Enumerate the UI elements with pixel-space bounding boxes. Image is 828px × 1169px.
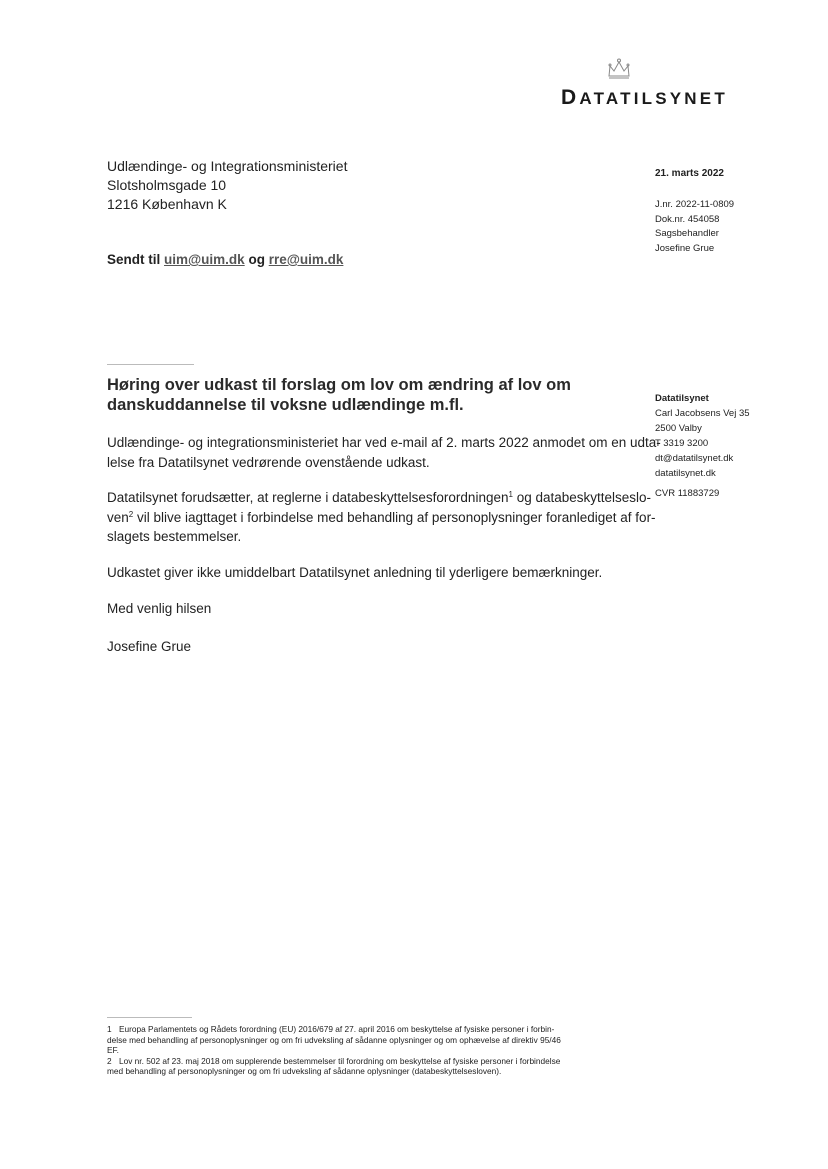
email-link-uim[interactable]: uim@uim.dk bbox=[164, 252, 245, 267]
caseworker-name: Josefine Grue bbox=[655, 242, 715, 254]
org-phone: T 3319 3200 bbox=[655, 438, 709, 449]
closing-greeting: Med venlig hilsen bbox=[107, 601, 212, 616]
journal-number: J.nr. 2022-11-0809 bbox=[655, 199, 735, 210]
sender-organization bbox=[655, 391, 750, 481]
org-cvr: CVR 11883729 bbox=[655, 488, 720, 499]
letter-date: 21. marts 2022 bbox=[655, 168, 724, 179]
footnote-number-1: 1 bbox=[107, 1024, 112, 1034]
datatilsynet-logo: DATATILSYNET bbox=[561, 86, 728, 109]
org-name: Datatilsynet bbox=[655, 393, 709, 404]
caseworker-label: Sagsbehandler bbox=[655, 228, 719, 239]
signature: Josefine Grue bbox=[107, 639, 192, 654]
footnote-ref-1[interactable]: 1 bbox=[508, 490, 513, 499]
letter-heading: Høring over udkast til forslag om lov om ændring af lov om danskuddannelse til voksne udlændinge m.fl. bbox=[107, 376, 571, 414]
footnote-divider bbox=[107, 1017, 192, 1018]
org-street: Carl Jacobsens Vej 35 bbox=[655, 408, 750, 419]
document-number: Dok.nr. 454058 bbox=[655, 213, 720, 225]
divider bbox=[107, 364, 194, 365]
footnotes: 1 Europa Parlamentets og Rådets forordning (EU) 2016/679 af 27. april 2016 om beskyttelse af fysiske personer i forbin- delse med behandling af personoplysninger og om fri udveksling af sådanne oplysninger og om ophævelse af direktiv 95/46 EF. 2 Lov nr. 502 af 23. maj 2018 om supplerende bestemmelser til forordning om beskyttelse af fysiske personer i forbindelse med behandling af personoplysninger og om fri udveksling af sådanne oplysninger (databeskyttelsesloven). bbox=[107, 1024, 561, 1077]
recipient-name: Udlændinge- og Integrationsministeriet bbox=[107, 158, 348, 174]
case-meta bbox=[655, 198, 734, 256]
crown-icon bbox=[606, 58, 632, 80]
footnote-ref-2[interactable]: 2 bbox=[128, 509, 134, 519]
recipient-street: Slotsholmsgade 10 bbox=[107, 177, 227, 193]
org-city: 2500 Valby bbox=[655, 423, 702, 434]
paragraph-assumption: Datatilsynet forudsætter, at reglerne i databeskyttelsesforordningen$^1$ og databeskyttelseslo- ven$^2$ vil blive iagttaget i forbindelse med behandling af personoplysninger foranlediget af for- slagets bestemmelser. bbox=[107, 490, 656, 544]
org-website: datatilsynet.dk bbox=[655, 468, 716, 479]
footnote-number-2: 2 bbox=[107, 1055, 112, 1066]
paragraph-request: Udlændinge- og integrationsministeriet har ved e-mail af 2. marts 2022 anmodet om en udta- lelse fra Datatilsynet vedrørende ovenstående udkast. bbox=[107, 435, 661, 470]
sent-to-line: Sendt til uim@uim.dk og rre@uim.dk bbox=[107, 252, 344, 267]
email-link-rre[interactable]: rre@uim.dk bbox=[268, 252, 344, 267]
org-email: dt@datatilsynet.dk bbox=[655, 453, 734, 464]
recipient-address bbox=[107, 157, 347, 214]
recipient-city: 1216 København K bbox=[107, 196, 227, 212]
paragraph-no-remarks: Udkastet giver ikke umiddelbart Datatilsynet anledning til yderligere bemærkninger. bbox=[107, 565, 603, 580]
